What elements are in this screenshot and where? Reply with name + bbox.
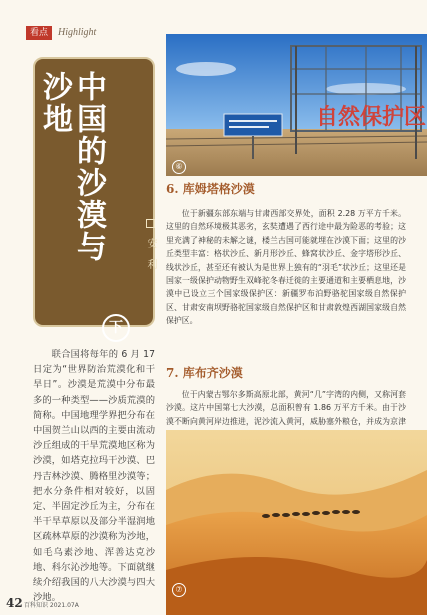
intro-paragraph: 联合国将每年的 6 月 17 日定为“世界防治荒漠化和干旱日”。沙漠是荒漠中分布最多的一种类型——沙质荒漠的简称。中国地理学界把分布在中国贺兰山以西的主要由流动沙丘组成的干旱荒漠地区称为沙漠，如塔克拉玛干沙漠、巴丹吉林沙漠、腾格里沙漠等；把水分条件相对较好，以固定、半固定沙丘为主，分布在半干旱草原以及部分半湿润地区疏林草原的沙漠称为沙地，如毛乌素沙地、浑善达克沙地、科尔沁沙地等。下面就继续介绍我国的八大沙漠与四大沙地。 (33, 349, 155, 604)
section-7-heading: 7. 库布齐沙漠 (166, 366, 243, 380)
title-part-badge: 下 (102, 314, 130, 342)
header-tag: 看点 (26, 26, 52, 40)
author-byline (143, 219, 158, 273)
page-number: 42 (6, 596, 23, 610)
section-6-text: 位于新疆东部东端与甘肃西部交界处，面积 2.28 万平方千米。这里的自然环境极其恶劣，玄奘遭遇了西行途中最为险恶的考验；这里充满了神秘的未解之谜，楼兰古国可能就埋在沙漠下面；这里的沙丘类型丰富：格状沙丘、新月形沙丘、蜂窝状沙丘、金字塔形沙丘、线状沙丘，甚至还有被认为是世界上独有的“羽毛”状沙丘；这里还是国家一级保护动物野生双峰驼冬春迁徙的主要通道和主要栖息地，沙漠中已设立三个国家级保护区：新疆罗布泊野骆驼国家级自然保护区、甘肃安南坝野骆驼国家级自然保护区和甘肃敦煌西湖国家级自然保护区。 (166, 209, 406, 326)
title-panel (33, 57, 156, 336)
photo-kubuqi-dunes (166, 430, 427, 615)
photo-kumtag-reserve (166, 34, 427, 176)
main-title: 中国的沙漠与沙地 (37, 71, 106, 263)
publication-info: 百科知识 2021.07A (24, 602, 79, 609)
photo-1-number: ⑥ (172, 160, 186, 174)
reserve-sign-illustration (166, 34, 427, 176)
reserve-sign-text: 自然保护区 (316, 104, 427, 130)
author-marker-icon (146, 219, 155, 228)
dunes-camel-illustration (166, 430, 427, 615)
photo-2-number: ⑦ (172, 583, 186, 597)
header-label: Highlight (58, 27, 97, 38)
author-name: 安 利 (145, 238, 156, 274)
section-7-text: 位于内蒙古鄂尔多斯高原北部，黄河“几”字湾的内侧，又称河套沙漠。这片中国第七大沙漠，总面积曾有 1.86 万平方千米。由于沙漠不断向黄河岸边推进，泥沙流入黄河，威胁塞外粮仓，并成为京津 (166, 390, 406, 426)
section-6-heading: 6. 库姆塔格沙漠 (166, 182, 255, 196)
